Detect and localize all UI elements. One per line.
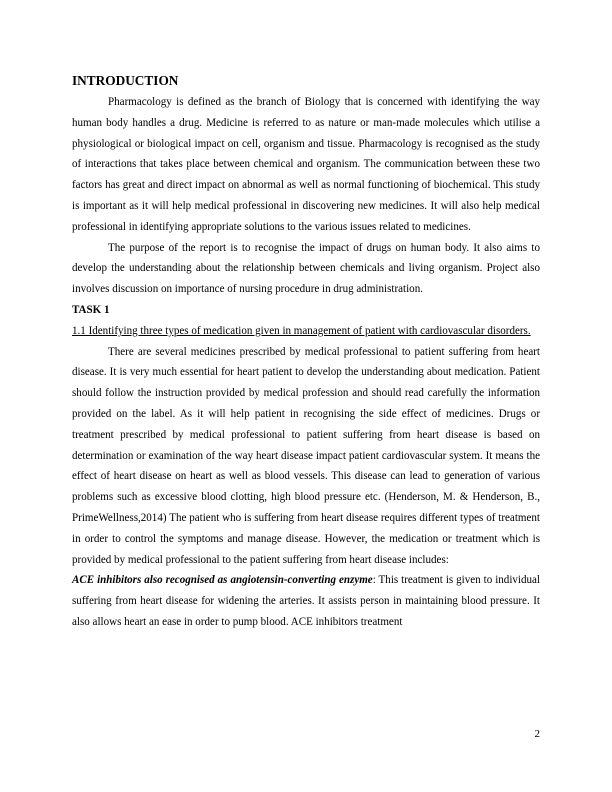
page-body bbox=[72, 72, 540, 633]
task-label: TASK 1 bbox=[72, 303, 110, 316]
section-heading-introduction: INTRODUCTION bbox=[72, 73, 179, 88]
page-number: 2 bbox=[534, 728, 540, 740]
task-paragraph: There are several medicines prescribed by medical professional to patient suffering from heart disease. It is very much essential for heart patient to develop the understanding about medication. Patient should follow the instruction provided by medical profession and should read carefully the information provided on the label. As it will help patient in recognising the side effect of medicines. Drugs or treatment prescribed by medical professional to patient suffering from heart disease is based on determination or examination of the way heart disease impact patient cardiovascular system. It means the effect of heart disease on heart as well as blood vessels. This disease can lead to generation of various problems such as excessive blood clotting, high blood pressure etc. (Henderson, M. & Henderson, B., PrimeWellness,2014) The patient who is suffering from heart disease requires different types of treatment in order to control the symptoms and manage disease. However, the medication or treatment which is provided by medical professional to the patient suffering from heart disease includes: bbox=[72, 345, 540, 566]
ace-description: : This treatment is given to individual suffering from heart disease for widening the arteries. It assists person in maintaining blood pressure. It also allows heart an ease in order to pump blood. ACE inhibitors treatment bbox=[72, 574, 540, 628]
ace-term: ACE inhibitors also recognised as angiotensin-converting enzyme bbox=[72, 574, 373, 587]
intro-paragraph-1: Pharmacology is defined as the branch of Biology that is concerned with identifying the way human body handles a drug. Medicine is referred to as nature or man-made molecules which utilise a physiological or biological impact on cell, organism and tissue. Pharmacology is recognised as the study of interactions that takes place between chemical and organism. The communication between these two factors has great and direct impact on abnormal as well as normal functioning of biochemical. This study is important as it will help medical professional in discovering new medicines. It will also help medical professional in identifying appropriate solutions to the various issues related to medicines. bbox=[72, 96, 540, 233]
subheading-1-1: 1.1 Identifying three types of medication given in management of patient with cardiovascular disorders. bbox=[72, 324, 531, 337]
ace-paragraph bbox=[72, 570, 540, 632]
intro-paragraph-2: The purpose of the report is to recognise the impact of drugs on human body. It also aims to develop the understanding about the relationship between chemicals and living organism. Project also involves discussion on importance of nursing procedure in drug administration. bbox=[72, 241, 540, 296]
